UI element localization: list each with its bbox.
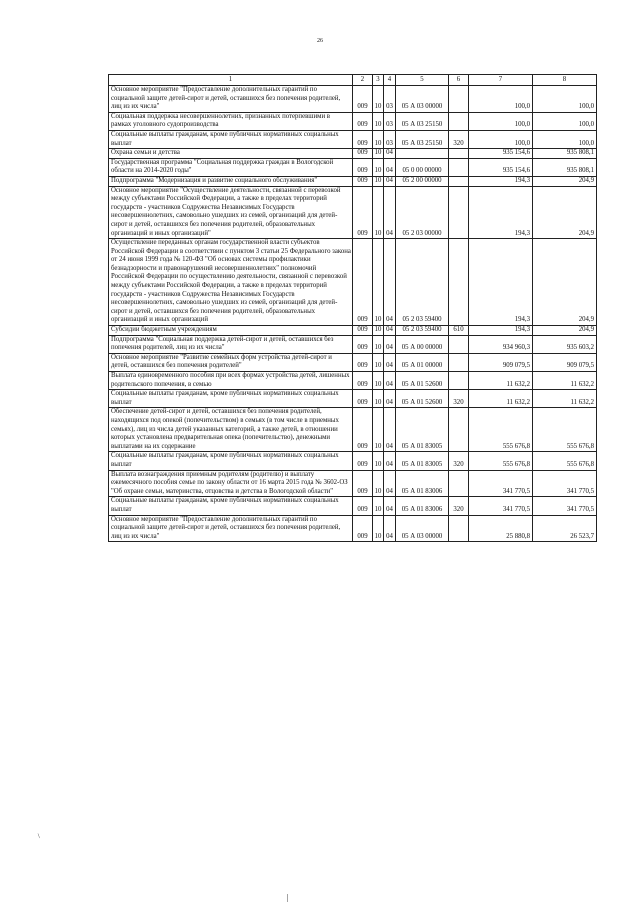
amount-year2-cell: 935 808,1 <box>533 149 597 159</box>
expense-type-cell <box>449 239 469 326</box>
admin-code-cell: 009 <box>353 112 373 130</box>
amount-year2-cell: 204,9 <box>533 239 597 326</box>
subsection-cell: 04 <box>384 390 396 408</box>
subsection-cell: 04 <box>384 372 396 390</box>
row-label: Подпрограмма "Модернизация и развитие социального обслуживания" <box>109 176 353 186</box>
table-row <box>109 470 597 497</box>
subsection-cell: 04 <box>384 239 396 326</box>
section-cell: 10 <box>373 353 384 371</box>
subsection-cell: 03 <box>384 112 396 130</box>
table-row <box>109 390 597 408</box>
row-label: Социальные выплаты гражданам, кроме публичных нормативных социальных выплат <box>109 497 353 515</box>
header-cell: 4 <box>384 75 396 86</box>
amount-year1-cell: 194,3 <box>469 239 533 326</box>
section-cell: 10 <box>373 335 384 353</box>
subsection-cell: 04 <box>384 186 396 239</box>
amount-year1-cell: 555 676,8 <box>469 452 533 470</box>
target-article-cell: 05 А 03 25150 <box>396 130 449 148</box>
amount-year1-cell: 341 770,5 <box>469 497 533 515</box>
amount-year1-cell: 25 880,8 <box>469 515 533 542</box>
admin-code-cell: 009 <box>353 497 373 515</box>
admin-code-cell: 009 <box>353 452 373 470</box>
admin-code-cell: 009 <box>353 390 373 408</box>
section-cell: 10 <box>373 239 384 326</box>
amount-year1-cell: 100,0 <box>469 112 533 130</box>
expense-type-cell <box>449 158 469 176</box>
table-row <box>109 515 597 542</box>
section-cell: 10 <box>373 149 384 159</box>
admin-code-cell: 009 <box>353 158 373 176</box>
subsection-cell: 04 <box>384 335 396 353</box>
expense-type-cell: 320 <box>449 130 469 148</box>
amount-year2-cell: 555 676,8 <box>533 452 597 470</box>
expense-type-cell <box>449 186 469 239</box>
target-article-cell: 05 А 01 00000 <box>396 353 449 371</box>
row-label: Государственная программа "Социальная поддержка граждан в Вологодской области на 2014-2020 годы" <box>109 158 353 176</box>
table-row <box>109 353 597 371</box>
amount-year2-cell: 100,0 <box>533 112 597 130</box>
row-label: Основное мероприятие "Предоставление дополнительных гарантий по социальной защите детей-сирот и детей, оставшихся без попечения родителей, лиц из их числа" <box>109 515 353 542</box>
expense-type-cell: 320 <box>449 452 469 470</box>
expense-type-cell <box>449 470 469 497</box>
admin-code-cell: 009 <box>353 335 373 353</box>
section-cell: 10 <box>373 86 384 113</box>
page-number: 26 <box>317 38 323 44</box>
expense-type-cell <box>449 86 469 113</box>
row-label: Обеспечение детей-сирот и детей, оставшихся без попечения родителей, находящихся под опекой (попечительством) в семьях (в том числе в приемных семьях), лиц из числа детей указанных категорий, а также детей, в отношении которых установлена предварительная опека (попечительство), денежными выплатами на их содержание <box>109 408 353 452</box>
expense-type-cell <box>449 515 469 542</box>
expense-type-cell <box>449 353 469 371</box>
expense-type-cell <box>449 176 469 186</box>
target-article-cell: 05 А 03 00000 <box>396 86 449 113</box>
amount-year2-cell: 26 523,7 <box>533 515 597 542</box>
section-cell: 10 <box>373 470 384 497</box>
amount-year1-cell: 935 154,6 <box>469 149 533 159</box>
section-cell: 10 <box>373 326 384 336</box>
margin-mark: / <box>35 832 43 840</box>
amount-year2-cell: 935 808,1 <box>533 158 597 176</box>
admin-code-cell: 009 <box>353 239 373 326</box>
row-label: Основное мероприятие "Развитие семейных форм устройства детей-сирот и детей, оставшихся без попечения родителей" <box>109 353 353 371</box>
admin-code-cell: 009 <box>353 353 373 371</box>
table-row <box>109 149 597 159</box>
admin-code-cell: 009 <box>353 149 373 159</box>
section-cell: 10 <box>373 158 384 176</box>
admin-code-cell: 009 <box>353 130 373 148</box>
subsection-cell: 04 <box>384 176 396 186</box>
header-cell: 8 <box>533 75 597 86</box>
section-cell: 10 <box>373 176 384 186</box>
table-row <box>109 176 597 186</box>
admin-code-cell: 009 <box>353 86 373 113</box>
target-article-cell: 05 2 03 00000 <box>396 186 449 239</box>
target-article-cell: 05 А 03 25150 <box>396 112 449 130</box>
table-row <box>109 497 597 515</box>
admin-code-cell: 009 <box>353 470 373 497</box>
row-label: Социальные выплаты гражданам, кроме публичных нормативных социальных выплат <box>109 130 353 148</box>
target-article-cell: 05 А 01 83006 <box>396 470 449 497</box>
table-row <box>109 335 597 353</box>
section-cell: 10 <box>373 497 384 515</box>
amount-year2-cell: 341 770,5 <box>533 497 597 515</box>
subsection-cell: 03 <box>384 86 396 113</box>
expense-type-cell <box>449 149 469 159</box>
target-article-cell: 05 А 01 83005 <box>396 452 449 470</box>
target-article-cell: 05 А 03 00000 <box>396 515 449 542</box>
target-article-cell: 05 А 01 83006 <box>396 497 449 515</box>
expense-type-cell: 320 <box>449 497 469 515</box>
amount-year1-cell: 100,0 <box>469 86 533 113</box>
admin-code-cell: 009 <box>353 408 373 452</box>
admin-code-cell: 009 <box>353 186 373 239</box>
subsection-cell: 03 <box>384 130 396 148</box>
row-label: Подпрограмма "Социальная поддержка детей-сирот и детей, оставшихся без попечения родителей, лиц из их числа" <box>109 335 353 353</box>
table-row <box>109 326 597 336</box>
expense-type-cell <box>449 372 469 390</box>
subsection-cell: 04 <box>384 353 396 371</box>
table-row <box>109 130 597 148</box>
row-label: Осуществление переданных органам государственной власти субъектов Российской Федерации в соответствии с пунктом 3 статьи 25 Федерального закона от 24 июня 1999 года № 120-ФЗ "Об основах системы профилактики безнадзорности и правонарушений несовершеннолетних" полномочий Российской Федерации по осуществлению деятельности, связанной с перевозкой между субъектами Российской Федерации, а также в пределах территорий государств - участников Содружества Независимых Государств несовершеннолетних, самовольно ушедших из семей, организаций для детей-сирот и детей, оставшихся без попечения родителей, образовательных организаций и иных организаций <box>109 239 353 326</box>
amount-year2-cell: 204,9 <box>533 186 597 239</box>
amount-year1-cell: 100,0 <box>469 130 533 148</box>
table-row <box>109 452 597 470</box>
amount-year1-cell: 341 770,5 <box>469 470 533 497</box>
target-article-cell: 05 2 00 00000 <box>396 176 449 186</box>
bottom-mark: | <box>287 893 289 902</box>
expense-type-cell <box>449 335 469 353</box>
target-article-cell: 05 А 01 52600 <box>396 372 449 390</box>
amount-year2-cell: 100,0 <box>533 130 597 148</box>
expense-type-cell: 610 <box>449 326 469 336</box>
row-label: Социальная поддержка несовершеннолетних, признанных потерпевшими в рамках уголовного судопроизводства <box>109 112 353 130</box>
amount-year2-cell: 204,9 <box>533 176 597 186</box>
target-article-cell: 05 А 01 52600 <box>396 390 449 408</box>
amount-year1-cell: 11 632,2 <box>469 372 533 390</box>
section-cell: 10 <box>373 390 384 408</box>
expense-type-cell <box>449 112 469 130</box>
section-cell: 10 <box>373 452 384 470</box>
section-cell: 10 <box>373 112 384 130</box>
amount-year2-cell: 935 603,2 <box>533 335 597 353</box>
admin-code-cell: 009 <box>353 515 373 542</box>
amount-year2-cell: 100,0 <box>533 86 597 113</box>
amount-year2-cell: 341 770,5 <box>533 470 597 497</box>
section-cell: 10 <box>373 130 384 148</box>
amount-year1-cell: 934 960,3 <box>469 335 533 353</box>
target-article-cell: 05 0 00 00000 <box>396 158 449 176</box>
target-article-cell: 05 А 00 00000 <box>396 335 449 353</box>
amount-year1-cell: 555 676,8 <box>469 408 533 452</box>
table-row <box>109 372 597 390</box>
target-article-cell: 05 А 01 83005 <box>396 408 449 452</box>
subsection-cell: 04 <box>384 452 396 470</box>
amount-year1-cell: 935 154,6 <box>469 158 533 176</box>
section-cell: 10 <box>373 186 384 239</box>
table-row <box>109 86 597 113</box>
row-label: Основное мероприятие "Осуществление деятельности, связанной с перевозкой между субъектами Российской Федерации, а также в пределах территорий государств - участников Содружества Независимых Государств несовершеннолетних, самовольно ушедших из семей, организаций для детей-сирот и детей, оставшихся без попечения родителей, образовательных организаций и иных организаций" <box>109 186 353 239</box>
table-row <box>109 408 597 452</box>
row-label: Выплата вознаграждения приемным родителям (родителю) и выплату ежемесячного пособия семье по закону области от 16 марта 2015 года № 3602-ОЗ "Об охране семьи, материнства, отцовства и детства в Вологодской области" <box>109 470 353 497</box>
amount-year1-cell: 194,3 <box>469 326 533 336</box>
row-label: Выплата единовременного пособия при всех формах устройства детей, лишенных родительского попечения, в семью <box>109 372 353 390</box>
expense-type-cell <box>449 408 469 452</box>
section-cell: 10 <box>373 408 384 452</box>
amount-year2-cell: 555 676,8 <box>533 408 597 452</box>
table-row <box>109 158 597 176</box>
header-cell: 3 <box>373 75 384 86</box>
header-cell: 5 <box>396 75 449 86</box>
admin-code-cell: 009 <box>353 326 373 336</box>
row-label: Основное мероприятие "Предоставление дополнительных гарантий по социальной защите детей-сирот и детей, оставшихся без попечения родителей, лиц из их числа" <box>109 86 353 113</box>
admin-code-cell: 009 <box>353 176 373 186</box>
row-label: Охрана семьи и детства <box>109 149 353 159</box>
amount-year2-cell: 11 632,2 <box>533 372 597 390</box>
amount-year1-cell: 194,3 <box>469 176 533 186</box>
header-cell: 6 <box>449 75 469 86</box>
amount-year1-cell: 11 632,2 <box>469 390 533 408</box>
header-cell: 2 <box>353 75 373 86</box>
amount-year1-cell: 194,3 <box>469 186 533 239</box>
section-cell: 10 <box>373 372 384 390</box>
amount-year2-cell: 11 632,2 <box>533 390 597 408</box>
subsection-cell: 04 <box>384 470 396 497</box>
header-cell: 7 <box>469 75 533 86</box>
section-cell: 10 <box>373 515 384 542</box>
target-article-cell: 05 2 03 59400 <box>396 239 449 326</box>
subsection-cell: 04 <box>384 408 396 452</box>
amount-year2-cell: 204,9 <box>533 326 597 336</box>
header-row <box>109 75 597 86</box>
budget-table <box>108 74 597 542</box>
amount-year2-cell: 909 079,5 <box>533 353 597 371</box>
row-label: Субсидии бюджетным учреждениям <box>109 326 353 336</box>
subsection-cell: 04 <box>384 158 396 176</box>
subsection-cell: 04 <box>384 149 396 159</box>
subsection-cell: 04 <box>384 515 396 542</box>
row-label: Социальные выплаты гражданам, кроме публичных нормативных социальных выплат <box>109 452 353 470</box>
header-cell: 1 <box>109 75 353 86</box>
target-article-cell <box>396 149 449 159</box>
subsection-cell: 04 <box>384 326 396 336</box>
table-row <box>109 239 597 326</box>
target-article-cell: 05 2 03 59400 <box>396 326 449 336</box>
amount-year1-cell: 909 079,5 <box>469 353 533 371</box>
admin-code-cell: 009 <box>353 372 373 390</box>
row-label: Социальные выплаты гражданам, кроме публичных нормативных социальных выплат <box>109 390 353 408</box>
expense-type-cell: 320 <box>449 390 469 408</box>
table-row <box>109 112 597 130</box>
subsection-cell: 04 <box>384 497 396 515</box>
table-row <box>109 186 597 239</box>
